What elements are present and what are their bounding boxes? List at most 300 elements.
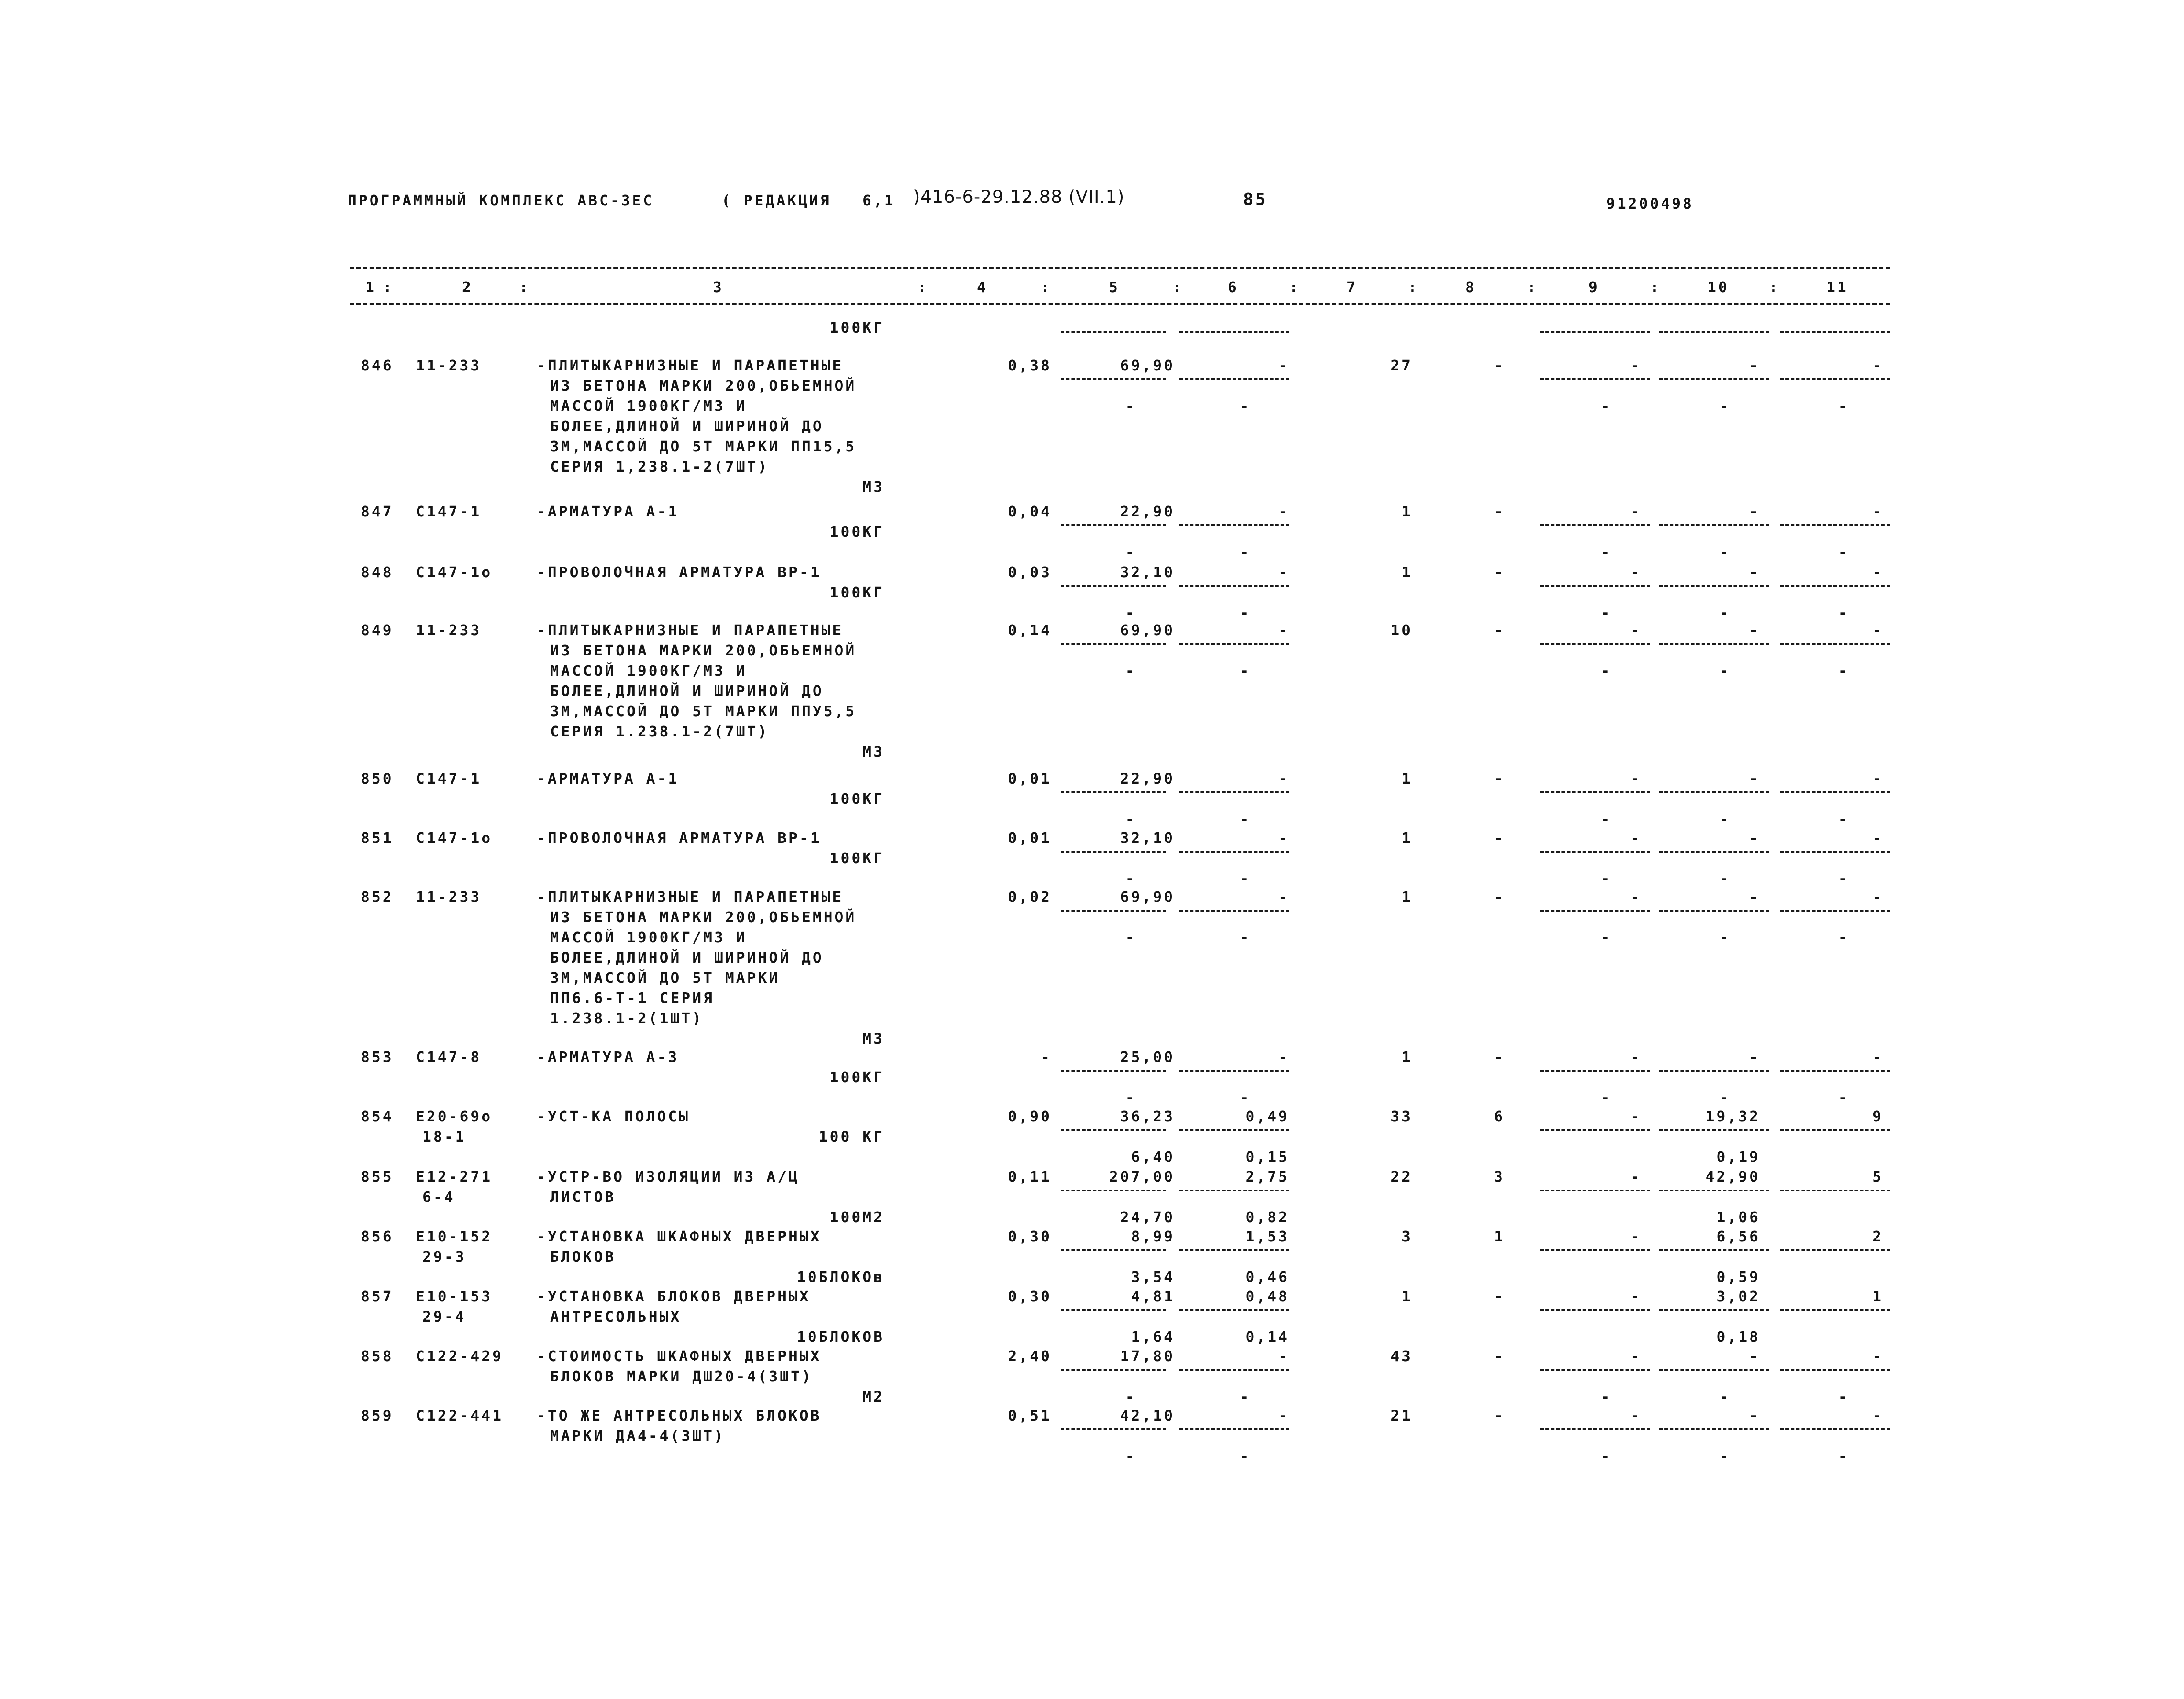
placeholder-dash: -	[1719, 1089, 1731, 1106]
placeholder-dash: -	[1719, 543, 1731, 560]
subtotal-dash	[1061, 1428, 1166, 1430]
quantity-value: 0,30	[1008, 1228, 1052, 1245]
subtotal-dash	[1780, 524, 1890, 526]
column-11-value: -	[1872, 357, 1883, 374]
placeholder-dash: -	[1600, 1388, 1612, 1405]
price-code: С147-8	[416, 1048, 482, 1066]
column-10-value: 42,90	[1705, 1168, 1760, 1185]
column-8-value: -	[1494, 357, 1505, 374]
machine-wage-value: 0,82	[1245, 1208, 1289, 1226]
work-description-line: -ПЛИТЫКАРНИЗНЫЕ И ПАРАПЕТНЫЕ	[537, 622, 844, 639]
column-9-value: -	[1630, 1347, 1641, 1365]
placeholder-dash: -	[1600, 929, 1612, 946]
subtotal-dash	[1659, 1369, 1769, 1371]
machine-total-value: 0,59	[1716, 1268, 1760, 1285]
column-11-value: -	[1872, 564, 1883, 581]
work-description-line: -ПРОВОЛОЧНАЯ АРМАТУРА ВР-1	[537, 829, 822, 846]
placeholder-dash: -	[1240, 929, 1251, 946]
row-number: 851	[361, 829, 394, 846]
wage-value: -	[1278, 829, 1289, 846]
column-9-value: -	[1630, 1288, 1641, 1305]
placeholder-dash: -	[1838, 604, 1850, 621]
unit-of-measure: М3	[863, 478, 885, 495]
work-description-line: -УСТАНОВКА ШКАФНЫХ ДВЕРНЫХ	[537, 1228, 822, 1245]
placeholder-dash: -	[1125, 810, 1137, 828]
wage-value: -	[1278, 1347, 1289, 1365]
placeholder-dash: -	[1125, 870, 1137, 887]
machine-total-value: 0,18	[1716, 1328, 1760, 1345]
subtotal-dash	[1179, 851, 1289, 853]
wage-value: -	[1278, 770, 1289, 787]
subtotal-dash	[1540, 1309, 1650, 1311]
subtotal-dash	[1061, 1070, 1166, 1072]
placeholder-dash: -	[1838, 1447, 1850, 1465]
work-description-line: -АРМАТУРА А-1	[537, 503, 679, 520]
subtotal-dash	[1780, 643, 1890, 645]
placeholder-dash: -	[1838, 870, 1850, 887]
work-description-line: -ПЛИТЫКАРНИЗНЫЕ И ПАРАПЕТНЫЕ	[537, 357, 844, 374]
placeholder-dash: -	[1125, 604, 1137, 621]
column-10-value: -	[1749, 888, 1760, 905]
quantity-value: 0,02	[1008, 888, 1052, 905]
placeholder-dash: -	[1125, 1388, 1137, 1405]
column-10-value: 3,02	[1716, 1288, 1760, 1305]
total-cost-value: 21	[1391, 1407, 1413, 1424]
placeholder-dash: -	[1838, 397, 1850, 414]
column-9-value: -	[1630, 888, 1641, 905]
placeholder-dash: -	[1125, 929, 1137, 946]
subtotal-dash	[1061, 791, 1166, 793]
price-code: С147-1	[416, 503, 482, 520]
column-header-8: 8	[1465, 278, 1476, 296]
column-header-9: 9	[1589, 278, 1600, 296]
subtotal-dash	[1780, 1190, 1890, 1191]
column-header-4: 4	[977, 278, 988, 296]
machine-total-value: 1,06	[1716, 1208, 1760, 1226]
work-description-line: 3М,МАССОЙ ДО 5Т МАРКИ ПП15,5	[550, 438, 857, 455]
unit-of-measure: 100КГ	[830, 790, 885, 807]
work-description-line: -УСТ-КА ПОЛОСЫ	[537, 1108, 690, 1125]
price-code: Е12-271	[416, 1168, 493, 1185]
column-header-6: 6	[1228, 278, 1239, 296]
work-description-line: МАССОЙ 1900КГ/М3 И	[550, 929, 747, 946]
column-8-value: -	[1494, 888, 1505, 905]
column-11-value: -	[1872, 1347, 1883, 1365]
subtotal-dash	[1659, 1129, 1769, 1131]
subtotal-dash	[1780, 910, 1890, 912]
column-10-value: 19,32	[1705, 1108, 1760, 1125]
subtotal-dash	[1061, 643, 1166, 645]
subtotal-dash	[1540, 910, 1650, 912]
work-description-line: ИЗ БЕТОНА МАРКИ 200,ОБЬЕМНОЙ	[550, 642, 857, 659]
wage-value: 1,53	[1245, 1228, 1289, 1245]
placeholder-dash: -	[1125, 1447, 1137, 1465]
subtotal-dash	[1061, 1129, 1166, 1131]
column-header-1: 1	[365, 278, 376, 296]
subtotal-dash	[1659, 851, 1769, 853]
unit-cost-value: 69,90	[1120, 357, 1175, 374]
unit-cost-value: 4,81	[1131, 1288, 1175, 1305]
top-dash-5	[1061, 331, 1166, 333]
unit-cost-value: 22,90	[1120, 770, 1175, 787]
subtotal-dash	[1179, 1190, 1289, 1191]
work-description-line: МАССОЙ 1900КГ/М3 И	[550, 397, 747, 414]
placeholder-dash: -	[1719, 604, 1731, 621]
subtotal-dash	[1659, 1428, 1769, 1430]
subtotal-dash	[1780, 791, 1890, 793]
placeholder-dash: -	[1719, 810, 1731, 828]
row-number: 850	[361, 770, 394, 787]
placeholder-dash: -	[1719, 1388, 1731, 1405]
column-header-7: 7	[1347, 278, 1358, 296]
work-description-line: БЛОКОВ МАРКИ ДШ20-4(3ШТ)	[550, 1368, 813, 1385]
row-number: 853	[361, 1048, 394, 1066]
subtotal-dash	[1179, 643, 1289, 645]
price-code-sub: 29-3	[422, 1248, 466, 1265]
column-separator: :	[1173, 278, 1184, 296]
row-number: 847	[361, 503, 394, 520]
wage-value: -	[1278, 1407, 1289, 1424]
machine-wage-value: 0,15	[1245, 1148, 1289, 1165]
placeholder-dash: -	[1240, 1089, 1251, 1106]
row-number: 854	[361, 1108, 394, 1125]
placeholder-dash: -	[1125, 397, 1137, 414]
total-cost-value: 1	[1402, 1288, 1413, 1305]
column-10-value: -	[1749, 770, 1760, 787]
placeholder-dash: -	[1600, 1447, 1612, 1465]
column-9-value: -	[1630, 1168, 1641, 1185]
machine-wage-value: 0,46	[1245, 1268, 1289, 1285]
column-11-value: 2	[1872, 1228, 1883, 1245]
total-cost-value: 10	[1391, 622, 1413, 639]
wage-value: -	[1278, 1048, 1289, 1066]
subtotal-dash	[1780, 851, 1890, 853]
work-description-line: -УСТАНОВКА БЛОКОВ ДВЕРНЫХ	[537, 1288, 811, 1305]
work-description-line: МАРКИ ДА4-4(3ШТ)	[550, 1427, 725, 1444]
unit-of-measure: М2	[863, 1388, 885, 1405]
wage-value: 0,49	[1245, 1108, 1289, 1125]
total-cost-value: 1	[1402, 1048, 1413, 1066]
unit-of-measure: 100КГ	[830, 523, 885, 540]
subtotal-dash	[1540, 1190, 1650, 1191]
subtotal-dash	[1540, 791, 1650, 793]
column-separator: :	[1408, 278, 1419, 296]
price-code: С147-1о	[416, 564, 493, 581]
placeholder-dash: -	[1838, 810, 1850, 828]
placeholder-dash: -	[1600, 662, 1612, 679]
unit-cost-value: 22,90	[1120, 503, 1175, 520]
placeholder-dash: -	[1240, 662, 1251, 679]
column-header-10: 10	[1707, 278, 1729, 296]
column-10-value: -	[1749, 564, 1760, 581]
subtotal-dash	[1179, 910, 1289, 912]
column-separator: :	[1527, 278, 1538, 296]
top-dash-10	[1659, 331, 1769, 333]
price-code: С147-1	[416, 770, 482, 787]
column-separator: :	[1769, 278, 1780, 296]
subtotal-dash	[1179, 378, 1289, 380]
subtotal-dash	[1659, 1309, 1769, 1311]
unit-cost-value: 17,80	[1120, 1347, 1175, 1365]
subtotal-dash	[1061, 1309, 1166, 1311]
column-8-value: -	[1494, 829, 1505, 846]
work-description-line: ИЗ БЕТОНА МАРКИ 200,ОБЬЕМНОЙ	[550, 908, 857, 926]
column-separator: :	[918, 278, 929, 296]
subtotal-dash	[1659, 910, 1769, 912]
column-8-value: -	[1494, 770, 1505, 787]
subtotal-dash	[1061, 910, 1166, 912]
quantity-value: 0,03	[1008, 564, 1052, 581]
column-8-value: -	[1494, 622, 1505, 639]
column-10-value: -	[1749, 1407, 1760, 1424]
subtotal-dash	[1061, 851, 1166, 853]
work-description-line: ПП6.6-Т-1 СЕРИЯ	[550, 989, 715, 1007]
work-description-line: АНТРЕСОЛЬНЫХ	[550, 1308, 682, 1325]
column-10-value: -	[1749, 1048, 1760, 1066]
unit-cost-value: 36,23	[1120, 1108, 1175, 1125]
subtotal-dash	[1540, 1249, 1650, 1251]
row-number: 849	[361, 622, 394, 639]
column-9-value: -	[1630, 1228, 1641, 1245]
column-10-value: -	[1749, 1347, 1760, 1365]
unit-cost-value: 207,00	[1109, 1168, 1175, 1185]
subtotal-dash	[1179, 1070, 1289, 1072]
unit-of-measure: 10БЛОКОв	[797, 1268, 885, 1285]
machine-wage-value: 0,14	[1245, 1328, 1289, 1345]
column-8-value: -	[1494, 1288, 1505, 1305]
column-separator: :	[1289, 278, 1300, 296]
subtotal-dash	[1540, 1428, 1650, 1430]
price-code-sub: 29-4	[422, 1308, 466, 1325]
unit-cost-value: 69,90	[1120, 622, 1175, 639]
subtotal-dash	[1780, 585, 1890, 587]
column-11-value: 1	[1872, 1288, 1883, 1305]
subtotal-dash	[1659, 1249, 1769, 1251]
subtotal-dash	[1179, 585, 1289, 587]
wage-value: -	[1278, 503, 1289, 520]
subtotal-dash	[1540, 1369, 1650, 1371]
total-cost-value: 1	[1402, 888, 1413, 905]
machine-cost-value: 1,64	[1131, 1328, 1175, 1345]
unit-of-measure: 100КГ	[830, 850, 885, 867]
subtotal-dash	[1061, 1249, 1166, 1251]
row-number: 848	[361, 564, 394, 581]
row-number: 858	[361, 1347, 394, 1365]
edition-number: 6,1	[863, 192, 896, 209]
work-description-line: -ПЛИТЫКАРНИЗНЫЕ И ПАРАПЕТНЫЕ	[537, 888, 844, 905]
price-code: 11-233	[416, 622, 482, 639]
unit-cost-value: 69,90	[1120, 888, 1175, 905]
subtotal-dash	[1540, 378, 1650, 380]
subtotal-dash	[1780, 1070, 1890, 1072]
wage-value: -	[1278, 622, 1289, 639]
unit-of-measure: 100 КГ	[819, 1128, 885, 1145]
column-9-value: -	[1630, 829, 1641, 846]
total-cost-value: 27	[1391, 357, 1413, 374]
column-11-value: -	[1872, 888, 1883, 905]
column-header-5: 5	[1109, 278, 1120, 296]
unit-of-measure: М3	[863, 1030, 885, 1047]
column-9-value: -	[1630, 564, 1641, 581]
price-code: С147-1о	[416, 829, 493, 846]
page-number: 85	[1243, 190, 1268, 209]
wage-value: -	[1278, 357, 1289, 374]
column-10-value: -	[1749, 503, 1760, 520]
total-cost-value: 1	[1402, 564, 1413, 581]
subtotal-dash	[1659, 643, 1769, 645]
wage-value: 0,48	[1245, 1288, 1289, 1305]
column-8-value: 3	[1494, 1168, 1505, 1185]
work-description-line: ИЗ БЕТОНА МАРКИ 200,ОБЬЕМНОЙ	[550, 377, 857, 394]
price-code-sub: 6-4	[422, 1188, 455, 1205]
subtotal-dash	[1179, 1249, 1289, 1251]
unit-cost-value: 32,10	[1120, 829, 1175, 846]
subtotal-dash	[1540, 643, 1650, 645]
row-number: 852	[361, 888, 394, 905]
handwritten-reference: )416-6-29.12.88 (VII.1)	[913, 187, 1125, 207]
column-separator: :	[383, 278, 394, 296]
column-8-value: -	[1494, 1048, 1505, 1066]
wage-value: -	[1278, 888, 1289, 905]
work-description-line: -УСТР-ВО ИЗОЛЯЦИИ ИЗ А/Ц	[537, 1168, 800, 1185]
placeholder-dash: -	[1838, 1388, 1850, 1405]
quantity-value: 0,90	[1008, 1108, 1052, 1125]
placeholder-dash: -	[1125, 662, 1137, 679]
subtotal-dash	[1179, 1129, 1289, 1131]
price-code: Е20-69о	[416, 1108, 493, 1125]
placeholder-dash: -	[1719, 662, 1731, 679]
price-code: Е10-153	[416, 1288, 493, 1305]
unit-of-measure: 100КГ	[830, 1069, 885, 1086]
placeholder-dash: -	[1600, 604, 1612, 621]
placeholder-dash: -	[1240, 604, 1251, 621]
work-description-line: СЕРИЯ 1,238.1-2(7ШТ)	[550, 458, 769, 475]
work-description-line: -АРМАТУРА А-1	[537, 770, 679, 787]
subtotal-dash	[1659, 585, 1769, 587]
machine-cost-value: 3,54	[1131, 1268, 1175, 1285]
price-code: С122-429	[416, 1347, 503, 1365]
work-description-line: -СТОИМОСТЬ ШКАФНЫХ ДВЕРНЫХ	[537, 1347, 822, 1365]
placeholder-dash: -	[1240, 870, 1251, 887]
column-8-value: 1	[1494, 1228, 1505, 1245]
document-code: 91200498	[1606, 195, 1694, 212]
top-dash-9	[1540, 331, 1650, 333]
work-description-line: 1.238.1-2(1ШТ)	[550, 1010, 704, 1027]
column-9-value: -	[1630, 503, 1641, 520]
column-9-value: -	[1630, 1108, 1641, 1125]
quantity-value: 0,11	[1008, 1168, 1052, 1185]
quantity-value: 2,40	[1008, 1347, 1052, 1365]
work-description-line: БЛОКОВ	[550, 1248, 616, 1265]
column-separator: :	[519, 278, 530, 296]
column-10-value: -	[1749, 829, 1760, 846]
placeholder-dash: -	[1719, 1447, 1731, 1465]
placeholder-dash: -	[1125, 543, 1137, 560]
total-cost-value: 3	[1402, 1228, 1413, 1245]
quantity-value: 0,04	[1008, 503, 1052, 520]
placeholder-dash: -	[1240, 1447, 1251, 1465]
subtotal-dash	[1179, 524, 1289, 526]
work-description-line: БОЛЕЕ,ДЛИНОЙ И ШИРИНОЙ ДО	[550, 949, 824, 966]
quantity-value: -	[1041, 1048, 1052, 1066]
work-description-line: МАССОЙ 1900КГ/М3 И	[550, 662, 747, 679]
row-number: 856	[361, 1228, 394, 1245]
column-8-value: -	[1494, 503, 1505, 520]
quantity-value: 0,38	[1008, 357, 1052, 374]
total-cost-value: 1	[1402, 770, 1413, 787]
column-8-value: -	[1494, 1407, 1505, 1424]
placeholder-dash: -	[1240, 1388, 1251, 1405]
subtotal-dash	[1780, 1309, 1890, 1311]
column-8-value: -	[1494, 564, 1505, 581]
subtotal-dash	[1061, 378, 1166, 380]
row-number: 846	[361, 357, 394, 374]
column-8-value: 6	[1494, 1108, 1505, 1125]
top-dash-11	[1780, 331, 1890, 333]
unit-cost-value: 25,00	[1120, 1048, 1175, 1066]
column-9-value: -	[1630, 770, 1641, 787]
placeholder-dash: -	[1600, 1089, 1612, 1106]
subtotal-dash	[1780, 1428, 1890, 1430]
column-header-3: 3	[713, 278, 724, 296]
column-9-value: -	[1630, 622, 1641, 639]
quantity-value: 0,30	[1008, 1288, 1052, 1305]
work-description-line: 3М,МАССОЙ ДО 5Т МАРКИ ППУ5,5	[550, 703, 857, 720]
placeholder-dash: -	[1719, 397, 1731, 414]
unit-cost-value: 8,99	[1131, 1228, 1175, 1245]
placeholder-dash: -	[1838, 929, 1850, 946]
column-10-value: -	[1749, 357, 1760, 374]
subtotal-dash	[1179, 1428, 1289, 1430]
column-header-11: 11	[1826, 278, 1848, 296]
header-rule-top	[350, 267, 1890, 269]
column-header-2: 2	[462, 278, 473, 296]
subtotal-dash	[1780, 1369, 1890, 1371]
subtotal-dash	[1659, 1190, 1769, 1191]
quantity-value: 0,01	[1008, 829, 1052, 846]
subtotal-dash	[1540, 851, 1650, 853]
column-11-value: -	[1872, 622, 1883, 639]
unit-of-measure: М3	[863, 743, 885, 760]
column-8-value: -	[1494, 1347, 1505, 1365]
quantity-value: 0,14	[1008, 622, 1052, 639]
row-number: 859	[361, 1407, 394, 1424]
subtotal-dash	[1179, 791, 1289, 793]
price-code: С122-441	[416, 1407, 503, 1424]
placeholder-dash: -	[1600, 543, 1612, 560]
machine-cost-value: 6,40	[1131, 1148, 1175, 1165]
placeholder-dash: -	[1719, 929, 1731, 946]
work-description-line: -ТО ЖЕ АНТРЕСОЛЬНЫХ БЛОКОВ	[537, 1407, 822, 1424]
subtotal-dash	[1540, 1129, 1650, 1131]
machine-cost-value: 24,70	[1120, 1208, 1175, 1226]
column-10-value: 6,56	[1716, 1228, 1760, 1245]
subtotal-dash	[1061, 1190, 1166, 1191]
placeholder-dash: -	[1240, 543, 1251, 560]
column-11-value: -	[1872, 503, 1883, 520]
quantity-value: 0,01	[1008, 770, 1052, 787]
placeholder-dash: -	[1240, 810, 1251, 828]
price-code-sub: 18-1	[422, 1128, 466, 1145]
row-number: 855	[361, 1168, 394, 1185]
price-code: Е10-152	[416, 1228, 493, 1245]
row-number: 857	[361, 1288, 394, 1305]
total-cost-value: 1	[1402, 829, 1413, 846]
column-11-value: -	[1872, 829, 1883, 846]
placeholder-dash: -	[1838, 1089, 1850, 1106]
placeholder-dash: -	[1600, 870, 1612, 887]
work-description-line: -ПРОВОЛОЧНАЯ АРМАТУРА ВР-1	[537, 564, 822, 581]
